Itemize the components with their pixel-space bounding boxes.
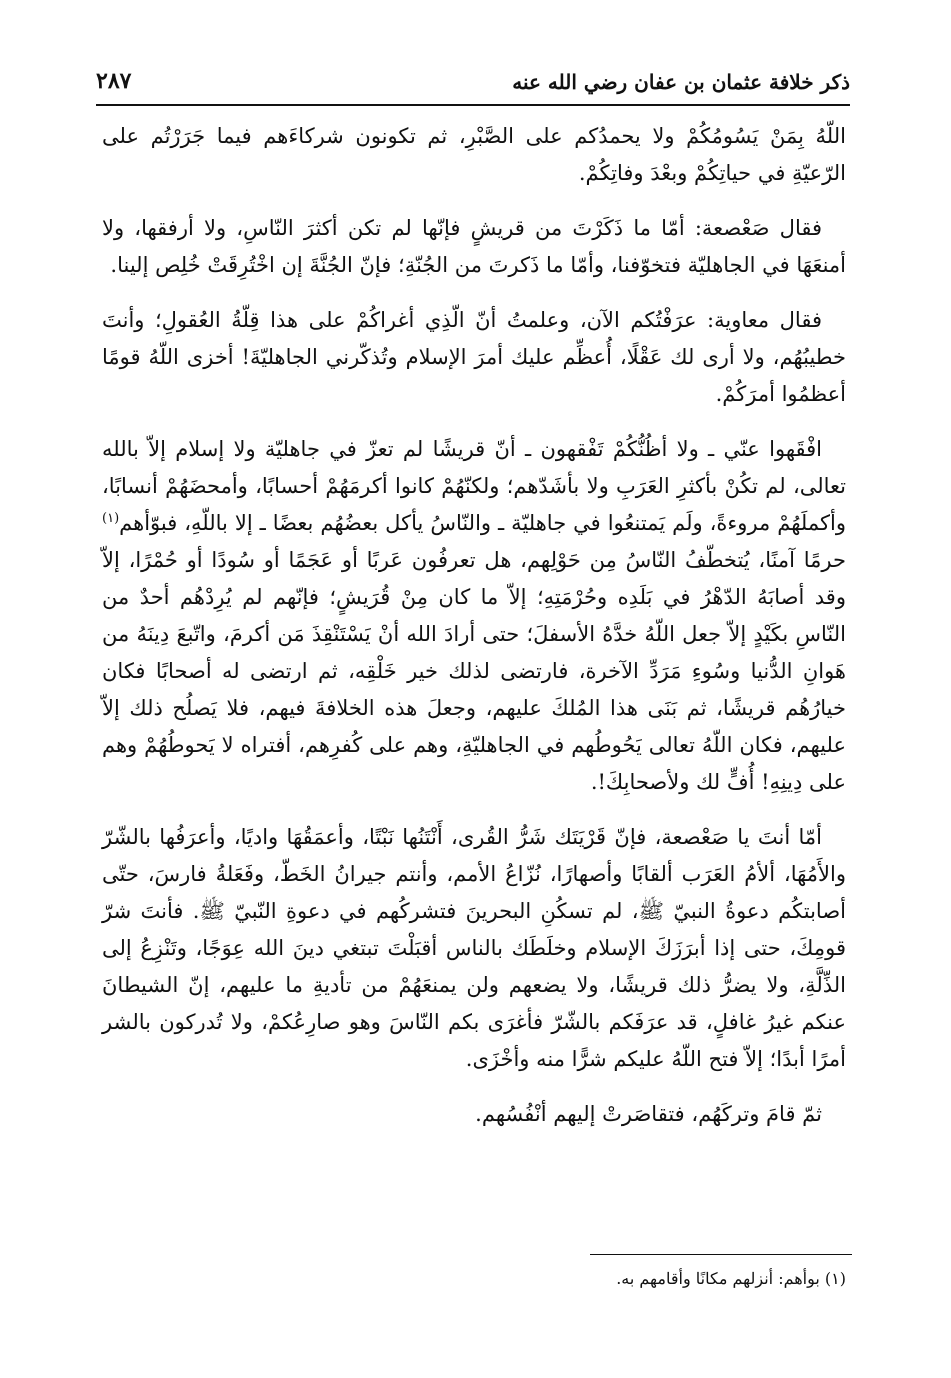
header-divider bbox=[96, 104, 850, 106]
paragraph-part: حرمًا آمنًا، يُتخطّفُ النّاسُ مِن حَوْلِهم، هل تعرفُون عَربًا أو عَجَمًا أو سُودًا أو حُمْرًا، إلاّ وقد أصابَهُ الدّهْرُ في بَلَدِه وحُرْمَتِهِ؛ إلاّ ما كان مِنْ قُرَيشٍ؛ فإنّهم لم يُرِدْهُم أحدٌ من النّاسِ بكَيْدٍ إلاّ جعل اللّهُ خدَّهُ الأسفلَ؛ حتى أرادَ الله أنْ يَسْتَنْقِذَ مَن أكرمَ، واتّبعَ دِينَهُ من هَوانِ الدُّنيا وسُوءِ مَرَدِّ الآخرة، فارتضى لذلك خير خَلْقِه، ثم ارتضى له أصحابًا فكان خيارُهُم قريشًا، ثم بَنَى هذا المُلكَ عليهم، وجعلَ هذه الخلافةَ فيهم، فلا يَصلُح ذلك إلاّ عليهم، فكان اللّهُ تعالى يَحُوطُهم في الجاهليّةِ، وهم على كُفرِهم، أفتراه لا يَحوطُهُمْ وهم على دِينِهِ! أُفٍّ لك ولأصحابِكَ!. bbox=[102, 548, 846, 794]
body-text bbox=[102, 118, 846, 1151]
running-header bbox=[96, 62, 850, 102]
paragraph: ثمّ قامَ وتركَهُم، فتقاصَرتْ إليهم أنْفُسُهم. bbox=[475, 1102, 822, 1126]
paragraph: فقال معاوية: عرَفْتُكم الآن، وعلمتُ أنّ الّذِي أغراكُمْ على هذا قِلّةُ العُقولِ؛ وأنتَ خطيبُهُم، ولا أرى لك عَقْلًا، أُعظِّم عليك أمرَ الإسلام وتُذكّرني الجاهليّةَ! أخزى اللّهُ قومًا أعظمُوا أمرَكُمْ. bbox=[102, 308, 846, 406]
paragraph: أمّا أنتَ يا صَعْصعة، فإنّ قَرْيَتَك شَرُّ القُرى، أَنْتَنُها نَبْتًا، وأعمَقُهَا واديًا، وأعرَفُها بالشّرّ والأَمُهَا، ألأمُ العَرَب ألقابًا وأصهارًا، نُزّاعُ الأمم، وأنتم جيرانُ الخَطّ، وفَعَلةُ فارسَ، حتّى أصابتكُم دعوةُ النبيّ ﷺ، لم تسكُنِ البحرينَ فتشركُهم في دعوةِ النّبيّ ﷺ. فأنتَ شرّ قومِكَ، حتى إذا أبرَزَكَ الإسلام وخلَطَك بالناس أقبَلْتَ تبتغي دينَ الله عِوَجًا، وتَنْزِعُ إلى الذِّلَّةِ، ولا يضرُّ ذلك قريشًا، ولا يضعهم ولن يمنعَهُمْ من تأديةِ ما عليهم، إنّ الشيطانَ عنكم غيرُ غافلٍ، قد عرَفَكم بالشّرّ فأغرَى بكم النّاسَ وهو صارِعُكمْ، ولا تُدركون بالشر أمرًا أبدًا؛ إلاّ فتح اللّهُ عليكم شرًّا منه وأخْزَى. bbox=[102, 825, 846, 1071]
paragraph: اللّهُ بِمَنْ يَسُومُكُمْ ولا يحمدُكم على الصَّبْرِ، ثم تكونون شركاءَهم فيما جَرَرْتُم على الرّعيّةِ في حياتِكُمْ وبعْدَ وفاتِكُمْ. bbox=[102, 124, 846, 185]
footnote: (١) بوأهم: أنزلهم مكانًا وأقامهم به. bbox=[616, 1269, 846, 1288]
paragraph: فقال صَعْصعة: أمّا ما ذَكَرْتَ من قريشٍ فإنّها لم تكن أكثرَ النّاسِ، ولا أرفقها، ولا أمنعَهَا في الجاهليّة فتخوّفنا، وأمّا ما ذَكرتَ من الجُنّةِ؛ فإنّ الجُنَّةَ إن اخْتُرِقَتْ خُلِص إلينا. bbox=[102, 216, 846, 277]
footnote-divider bbox=[590, 1254, 852, 1255]
page-number: ٢٨٧ bbox=[96, 68, 132, 94]
chapter-title: ذكر خلافة عثمان بن عفان رضي الله عنه bbox=[512, 70, 850, 94]
footnote-reference: (١) bbox=[102, 511, 120, 526]
paragraph-part: افْقَهوا عنّي ـ ولا أظُنُّكُمْ تَفْقهون ـ أنّ قريشًا لم تعزّ في جاهليّة ولا إسلام إلاّ بالله تعالى، لم تكُنْ بأكثرِ العَرَبِ ولا بأشَدّهم؛ ولكنّهُمْ كانوا أكرمَهُمْ أحسابًا، وأمحضَهُمْ أنسابًا، وأكملَهُمْ مروءةً، ولَم يَمتنعُوا في جاهليّة ـ والنّاسُ يأكل بعضُهُم بعضًا ـ إلا باللّهِ، فبوّأهم bbox=[102, 437, 846, 535]
paragraph bbox=[102, 431, 846, 801]
